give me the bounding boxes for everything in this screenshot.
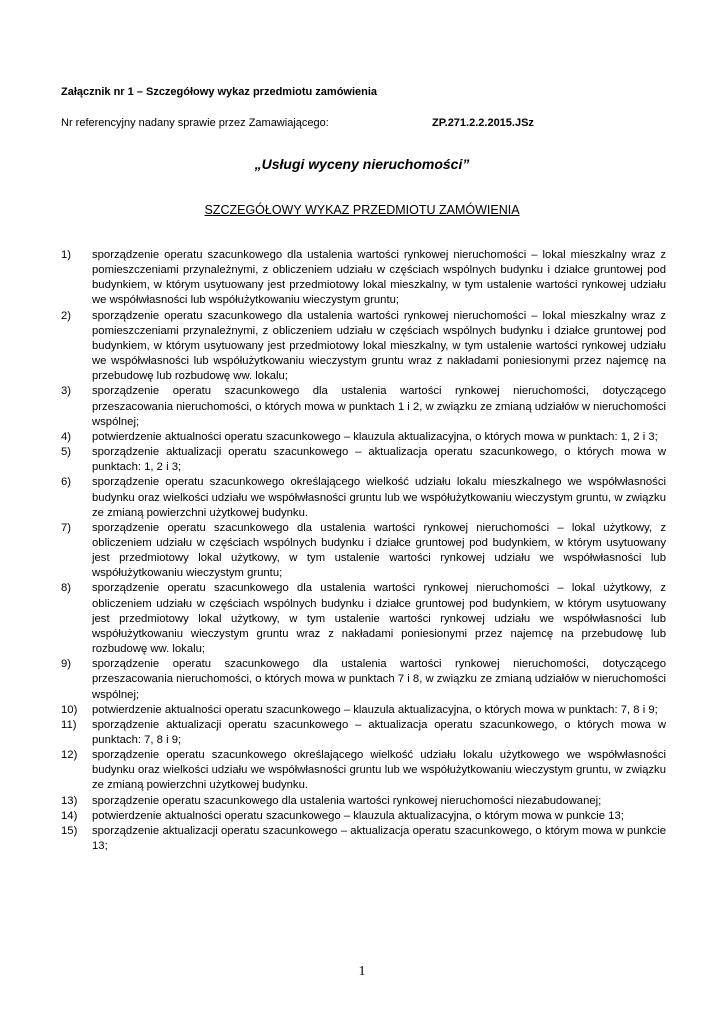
item-text: potwierdzenie aktualności operatu szacunkowego – klauzula aktualizacyjna, o którym mowa w punkcie 13;: [92, 809, 624, 822]
item-text: sporządzenie operatu szacunkowego określającego wielkość udziału lokalu użytkowego we współwłasności budynku oraz wielkości udziału we współwłasności gruntu lub we współużytkowaniu wieczystym gruntu, w związku ze zmianą powierzchni użytkowej budynku.: [92, 749, 666, 792]
item-list: [61, 248, 666, 854]
list-item: [61, 809, 666, 824]
item-text: sporządzenie operatu szacunkowego dla ustalenia wartości rynkowej nieruchomości, dotyczącego przeszacowania nieruchomości, o których mowa w punktach 1 i 2, w związku ze zmianą udziałów w nieruchomości wspólnej;: [92, 385, 666, 428]
list-item: [61, 384, 666, 429]
item-text: sporządzenie aktualizacji operatu szacunkowego – aktualizacja operatu szacunkowego, o których mowa w punktach: 7, 8 i 9;: [92, 718, 666, 746]
item-text: potwierdzenie aktualności operatu szacunkowego – klauzula aktualizacyjna, o których mowa w punktach: 1, 2 i 3;: [92, 430, 658, 443]
item-number: 13): [61, 794, 78, 807]
subject-title: „Usługi wyceny nieruchomości”: [254, 156, 470, 172]
list-item: [61, 445, 666, 475]
item-text: sporządzenie operatu szacunkowego określającego wielkość udziału lokalu mieszkalnego we współwłasności budynku oraz wielkości udziału we współwłasności gruntu lub we współużytkowaniu wieczystym gruntu, w związku ze zmianą powierzchni użytkowej budynku.: [92, 476, 666, 519]
list-item: [61, 475, 666, 520]
list-item: [61, 824, 666, 854]
list-item: [61, 657, 666, 702]
list-item: [61, 248, 666, 309]
item-number: 9): [61, 658, 72, 671]
item-number: 5): [61, 446, 72, 459]
item-number: 10): [61, 703, 78, 716]
item-number: 11): [61, 718, 77, 731]
list-item: [61, 794, 666, 809]
item-text: sporządzenie operatu szacunkowego dla ustalenia wartości rynkowej nieruchomości – lokal użytkowy, z obliczeniem udziału w częściach wspólnych budynku i działce gruntowej pod budynkiem, w którym usytuowany jest przedmiotowy lokal użytkowy, w tym ustalenie wartości rynkowej udziału we współwłasności lub współużytkowaniu wieczystym gruntu;: [92, 521, 666, 580]
item-number: 2): [61, 309, 72, 322]
item-number: 6): [61, 476, 72, 489]
item-text: sporządzenie operatu szacunkowego dla ustalenia wartości rynkowej nieruchomości, dotyczącego przeszacowania nieruchomości, o których mowa w punktach 7 i 8, w związku ze zmianą udziałów w nieruchomości wspólnej;: [92, 658, 666, 701]
item-number: 3): [61, 385, 72, 398]
item-number: 12): [61, 749, 78, 762]
reference-label: Nr referencyjny nadany sprawie przez Zamawiającego:: [61, 117, 329, 129]
item-number: 7): [61, 521, 72, 534]
list-item: [61, 748, 666, 793]
item-text: sporządzenie operatu szacunkowego dla ustalenia wartości rynkowej nieruchomości – lokal użytkowy, z obliczeniem udziału w częściach wspólnych budynku i działce gruntowej pod budynkiem, w którym usytuowany jest przedmiotowy lokal użytkowy, w tym ustalenie wartości rynkowej udziału we współwłasności lub współużytkowaniu wieczystym gruntu wraz z nakładami poniesionymi przez najemcę na przebudowę lub rozbudowę ww. lokalu;: [92, 582, 666, 656]
list-item: [61, 703, 666, 718]
item-number: 15): [61, 824, 78, 837]
item-number: 14): [61, 809, 78, 822]
item-text: sporządzenie operatu szacunkowego dla ustalenia wartości rynkowej nieruchomości niezabudowanej;: [92, 794, 602, 807]
section-heading: SZCZEGÓŁOWY WYKAZ PRZEDMIOTU ZAMÓWIENIA: [204, 203, 520, 217]
list-item: [61, 718, 666, 748]
list-item: [61, 581, 666, 657]
item-number: 1): [61, 249, 72, 261]
list-item: [61, 309, 666, 385]
item-text: potwierdzenie aktualności operatu szacunkowego – klauzula aktualizacyjna, o których mowa w punktach: 7, 8 i 9;: [92, 703, 658, 716]
item-text: sporządzenie operatu szacunkowego dla ustalenia wartości rynkowej nieruchomości – lokal mieszkalny wraz z pomieszczeniami przynależnymi, z obliczeniem udziału w częściach wspólnych budynku i działce gruntowej pod budynkiem, w którym usytuowany jest przedmiotowy lokal mieszkalny, w tym ustalenie wartości rynkowej udziału we współwłasności lub współużytkowaniu wieczystym gruntu wraz z nakładami poniesionymi przez najemcę na przebudowę lub rozbudowę ww. lokalu;: [92, 309, 666, 383]
page-number: 1: [358, 964, 366, 979]
item-text: sporządzenie aktualizacji operatu szacunkowego – aktualizacja operatu szacunkowego, o którym mowa w punkcie 13;: [92, 824, 666, 853]
item-text: sporządzenie aktualizacji operatu szacunkowego – aktualizacja operatu szacunkowego, o których mowa w punktach: 1, 2 i 3;: [92, 446, 666, 474]
item-text: sporządzenie operatu szacunkowego dla ustalenia wartości rynkowej nieruchomości – lokal mieszkalny wraz z pomieszczeniami przynależnymi, z obliczeniem udziału w częściach wspólnych budynku i działce gruntowej pod budynkiem, w którym usytuowany jest przedmiotowy lokal mieszkalny, w tym ustalenie wartości rynkowej udziału we współwłasności lub współużytkowaniu wieczystym gruntu;: [92, 249, 666, 307]
reference-number: ZP.271.2.2.2015.JSz: [432, 117, 534, 129]
item-number: 4): [61, 430, 72, 443]
attachment-title: Załącznik nr 1 – Szczegółowy wykaz przedmiotu zamówienia: [61, 86, 378, 98]
list-item: [61, 430, 666, 445]
list-item: [61, 521, 666, 582]
item-number: 8): [61, 582, 72, 595]
